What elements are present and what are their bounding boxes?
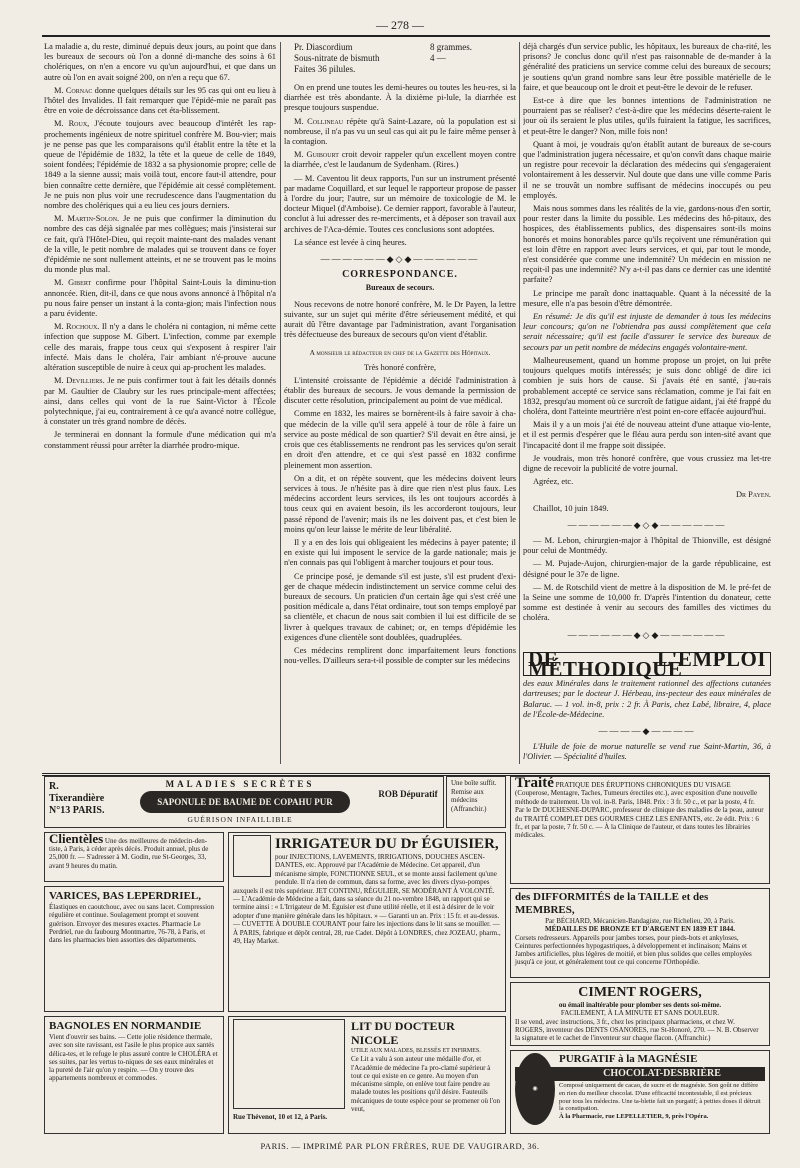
lit-text: Ce Lit a valu à son auteur une médaille d'or, et l'Académie de médecine l'a pro-clamé supérieur à tout ce qui existe en ce genre. Au moyen d'un mécanisme simple, on enlève tout faire pendre au malade toutes les positions qu'il désire. Fauteuils mécaniques de toute espèce pour se promener où l'on veut, xyxy=(351,1055,500,1114)
salutation: Très honoré confrère, xyxy=(363,362,437,372)
paragraph: Il y a en des lois qui obligeaient les médecins à payer patente; il en existe qui lui imposent le service de la garde nationale; mais je n'en connais pas qui l'obligent à marcher toujours et pour tous. xyxy=(284,537,516,568)
paragraph-text: Je ne puis confirmer tout à fait les détails donnés par M. Gaultier de Claubry sur les rues principale-ment affectées; ainsi, dans celles qui vont de la rue Saint-Victor à l'École polytechnique, j'ai eu, contrairement à ce qu'a avancé notre collègue, à constater un très grand nombre de décès. xyxy=(44,376,276,427)
irrigateur-title: IRRIGATEUR DU Dr ÉGUISIER, xyxy=(275,836,499,852)
paragraph xyxy=(44,119,276,211)
lit-title: LIT DU DOCTEUR NICOLE xyxy=(351,1019,455,1047)
book-ad-title: DE L'EMPLOI MÉTHODIQUE xyxy=(523,652,771,676)
prescription xyxy=(294,42,516,75)
ciment-subtitle: ou émail inaltérable pour plomber ses dents soi-même. xyxy=(558,1001,722,1009)
paragraph xyxy=(284,150,516,170)
closing: Agréez, etc. xyxy=(533,477,574,487)
traite-ad xyxy=(510,776,770,884)
difformites-title: des DIFFORMITÉS de la TAILLE et des MEMBRES, xyxy=(515,891,709,916)
bed-illustration xyxy=(233,1019,345,1109)
paragraph: Comme en 1832, les maires se bornèrent-ils à faire savoir à cha-que médecin de la ville qu'il sera appelé à tour de rôle à faire un service au poste médical de son quartier? S'il devait en être ainsi, je crois que ces établissements ne rendront pas les services qu'on serait en droit d'en attendre, et ce qui s'est passé en 1832 confirme pleinement mon assertion. xyxy=(284,409,516,470)
boite-ad: Une boîte suffit. Remise aux médecins (Affranchir.) xyxy=(446,776,506,828)
paragraph: La maladie a, du reste, diminué depuis deux jours, au point que dans les bureaux de secours où l'on a donné di-manche des soins à 61 cholériques, on n'en a encore vu qu'un aujourd'hui, et que dans un autre où l'on en avait soigné 200, on n'en a reçu que 67. xyxy=(44,42,276,82)
difformites-medals: MÉDAILLES DE BRONZE ET D'ARGENT EN 1839 ET 1844. xyxy=(544,925,735,934)
paragraph-text: donne quelques détails sur les 95 cas qui ont eu lieu à l'hôtel des Invalides. Il fait remarquer que l'épidé-mie ne paraît pas être en voie de décroissance dans cet éta-blissement. xyxy=(44,85,276,116)
purgatif-ad xyxy=(510,1050,770,1134)
paragraph: Le principe me paraît donc inattaquable. Quant à la nécessité de la mesure, elle n'a pas besoin d'être démontrée. xyxy=(523,288,771,308)
ciment-title: CIMENT ROGERS, xyxy=(578,985,702,1000)
drug-name: Pr. Diascordium xyxy=(294,42,353,52)
purgatif-text: Composé uniquement de cacao, de sucre et de magnésie. Son goût ne diffère en rien du meilleur chocolat. D'une efficacité incontestable, il est précieux pour tous les médecins. Une ta-blette fait un purgatif; à petites doses il détruit la constipation. xyxy=(559,1082,761,1113)
ornament-divider: ————◆———— xyxy=(598,725,696,736)
paragraph: Je voudrais, mon très honoré confrère, que vous crussiez ma let-tre digne de recevoir la publicité de votre journal. xyxy=(523,453,771,473)
drug-name: Sous-nitrate de bismuth xyxy=(294,53,380,63)
paragraph: Malheureusement, quand un homme propose un projet, on lui prête toujours quelques motifs intéressés; je suis donc obligé de dire ici combien je suis hors de cause. Si j'avais été en santé, j'au-rais probablement accepté ce service sans réclamation, comme je l'ai fait en 1832, presqu'au moment où ce surcroît de fatigue aidant, j'ai été frappé du choléra, dont l'atteinte meurtrière n'est point en-core effacée aujourd'hui. xyxy=(523,355,771,416)
bagnoles-title: BAGNOLES EN NORMANDIE xyxy=(49,1020,202,1032)
paragraph: On en prend une toutes les demi-heures ou toutes les heu-res, si la diarrhée est très abondante. À la dixième pi-lule, la diarrhée est presque toujours suspendue. xyxy=(284,83,516,113)
book-ad-text: des eaux Minérales dans le traitement rationnel des affections cutanées dartreuses; par le docteur J. Hérbeau, ins-pecteur des eaux minérales de Balaruc. — 1 vol. in-8, prix : 2 fr. À Paris, chez Labé, libraire, 4, place de l'École-de-Médecine. xyxy=(523,679,771,719)
ornament-divider: ——————◆◇◆—————— xyxy=(320,254,480,265)
paragraph: Mais nous sommes dans les réalités de la vie, gardons-nous d'en sortir, pour rester dans la limite du possible. Les médecins des hô-pitaux, des hospices, des établissements publics, des dispensaires sont-ils moins honorés et moins honorables parce qu'ils reçoivent une rémunération qui est loin d'être en rapport avec leurs services, et qui, par tout le monde, n'est considérée que comme une indemnité? Un médecin en mission ne reçoit-il pas une indemnité? N'y a-t-il pas dans ce dernier cas une identité parfaite? xyxy=(523,204,771,285)
oil-ad: L'Huile de foie de morue naturelle se vend rue Saint-Martin, 36, à l'Olivier. — Spécialité d'huiles. xyxy=(523,742,771,762)
clientele-ad xyxy=(44,832,224,882)
drug-qty: 4 — xyxy=(430,53,446,63)
paragraph-text: croit devoir rappeler qu'un excellent moyen contre la diarrhée, c'est le laudanum de Sydenham. (Rires.) xyxy=(284,150,516,170)
varices-title: VARICES, BAS LEPERDRIEL, xyxy=(49,890,202,902)
purgatif-chocolat: CHOCOLAT-DESBRIÈRE xyxy=(515,1067,765,1081)
banner-seal: SAPONULE DE BAUME DE COPAHU PUR xyxy=(140,791,350,813)
varices-text: Élastiques en caoutchouc, avec ou sans lacet. Compression régulière et continue. Soulagement prompt et souvent guérison. Envoyer des mesures exactes. Pharmacie Le Perdriel, rue du faubourg Montmartre, 76-78, à Paris, et dans les pharmacies bien assorties des départements. xyxy=(49,903,215,945)
ciment-ad xyxy=(510,982,770,1046)
column-divider xyxy=(280,42,281,764)
paragraph: On a dit, et on répète souvent, que les médecins doivent leurs services à tous. Je n'hésite pas à dire que rien n'est plus faux. Les médecins accordent leurs services, ils les ont toujours accordés à tous ceux qui en avaient besoin, ils les accorderont toujours, leur passé répond de l'avenir; mais ils ne les doivent pas, et c'est bien le moins qu'on leur laisse le mérite de leur libéralité. xyxy=(284,473,516,534)
lit-subtitle: UTILE AUX MALADES, BLESSÉS ET INFIRMES. xyxy=(351,1048,481,1054)
traite-title: Traité xyxy=(515,776,554,791)
ciment-subline: FACILEMENT, À LA MINUTE ET SANS DOULEUR. xyxy=(560,1009,720,1018)
clientele-title: Clientèles xyxy=(49,832,104,846)
paragraph xyxy=(44,86,276,117)
bagnoles-ad xyxy=(44,1016,224,1134)
irrigateur-text: pour INJECTIONS, LAVEMENTS, IRRIGATIONS, DOUCHES ASCEN-DANTES, etc. Approuvé par l'Académie de Médecine. Cet appareil, d'un mécanisme simple, FONCTIONNE SEUL, et se monte aussi facilement qu'une pendule. Il n'a rien de commun, dans sa forme, avec les divers clyso-pompes auxquels il est très supérieur. JET CONTINU, RÉGULIER, SE MODÉRANT À VOLONTÉ. — L'Académie de Médecine a fait, dans sa séance du 21 no-vembre 1848, un rapport qui se termine ainsi : « L'Irrigateur de M. Éguisier est d'une utilité réelle, et il est à désirer de le voir adopter d'une manière générale dans les hôpitaux. » — Garanti un an. Prix : 15 fr. et au-dessus. — CUVETTE À DOUBLE COURANT pour faire les injections dans le lit sans se mouiller. — À PARIS, fabrique et dépôt central, 28, rue Cadet. Dépôt à LONDRES, chez JOZEAU, pharm., 49, Hay Market. xyxy=(233,853,501,946)
banner-guerison: GUÉRISON INFAILLIBLE xyxy=(187,815,293,824)
lit-address: Rue Thévenot, 10 et 12, à Paris. xyxy=(233,1113,328,1122)
paragraph-text: J'écoute toujours avec beaucoup d'intérêt les rap-prochements ingénieux de notre spirituel confrère M. Bou-vier; mais je ne pense pas que les comparaisons qu'il établit entre la tête et la queue de l'épidémie de 1832, la tête et la queue de celle de 1849, soient fondées; l'épidémie de 1832 a sa physionomie propre; celle de 1849 a la sienne aussi; mais voilà tout, encore faut-il attendre, pour bien connaître cette dernière, que l'épidémie ait cessé complètement. Je ne puis non plus voir une recrudescence dans l'augmentation du nombre des cholériques qui a eu lieu ces jours derniers. xyxy=(44,119,276,211)
drug-qty: 8 grammes. xyxy=(430,42,472,52)
difformites-ad xyxy=(510,888,770,978)
speaker-name: M. Devilliers. xyxy=(54,376,105,386)
speaker-name: M. Gibert xyxy=(54,278,92,288)
speaker-name: M. Cornac xyxy=(54,85,93,95)
paragraph xyxy=(44,322,276,373)
paragraph: L'intensité croissante de l'épidémie a décidé l'administration à établir des bureaux de secours. Je vous demande la permission de discuter cette résolution, principalement au point de vue médical. xyxy=(284,375,516,406)
varices-ad xyxy=(44,886,224,1012)
speaker-name: M. Rochoux. xyxy=(54,322,100,332)
paragraph: Mais il y a un mois j'ai été de nouveau atteint d'une attaque vio-lente, et il est permis d'espérer que le fléau aura perdu son inten-sité avant que l'incapacité dont il me frappe soit dissipée. xyxy=(523,420,771,450)
prescription-line xyxy=(294,53,516,64)
ciment-text: Il se vend, avec instructions, 3 fr., chez les principaux pharmaciens, et chez W. ROGERS, inventeur des DENTS OSANORES, rue St-Honoré, 270. — N. B. Observer la signature et le cachet de l'inventeur sur chaque flacon. (Affranchir.) xyxy=(515,1017,759,1043)
paragraph-text: confirme pour l'hôpital Saint-Louis la diminu-tion annoncée. Rien, dit-il, dans ce que nous avons annoncé à l'hôpital n'a pu nous faire penser un instant à la conta-gion; mais l'infection nous a paru évidente. xyxy=(44,278,276,319)
traite-text: PRATIQUE DES ÉRUPTIONS CHRONIQUES DU VISAGE (Couperose, Mentagre, Taches, Tumeurs érectiles etc.), avec exposition d'une nouvelle méthode de traitement. Un vol. in-8. Paris, 1848. Prix : 3 fr. 50 c., et par la poste, 4 fr. Par le Dr DUCHESNE-DUPARC, professeur de clinique des maladies de la peau, auteur du TRAITÉ COMPLET DES GOURMES CHEZ LES ENFANTS, etc. 2e édit. Prix : 6 fr., et par la poste, 7 fr. 50 c. — À la Clinique de l'auteur, et dans toutes les librairies médicales. xyxy=(515,781,764,840)
paragraph: Quant à moi, je voudrais qu'on établît autant de bureaux de se-cours que l'administration jugera nécessaire, et qu'on convît dans chaque mairie un registre pour recevoir la déclaration des médecins qui s'engageraient volontairement à les desservir. Nul doute que dans une ville comme Paris il ne se trouvât un nombre suffisant de médecins inoccupés ou peu employés. xyxy=(523,139,771,200)
paragraph: Ce principe posé, je demande s'il est juste, s'il est prudent d'exi-ger de chaque médecin indistinctement un service comme celui des bureaux de secours. Un praticien d'un certain âge qui s'est créé une position médicale a, dans l'état ordinaire, tout son temps employé par sa clientèle, et chacun de nous sait combien il lui est difficile de se livrer à quelques travaux de cabinet; or, en temps d'épidémie les exigences d'une clientèle sont doublées, quadruplées. xyxy=(284,571,516,642)
copahu-banner xyxy=(44,776,444,828)
banner-arch-text: MALADIES SECRÈTES xyxy=(165,779,315,789)
ornament-divider: ——————◆◇◆—————— xyxy=(567,629,727,640)
page-number: — 278 — xyxy=(376,18,424,32)
paragraph-text: répète qu'à Saint-Lazare, où la population est si nombreuse, il n'a pas vu un seul cas qui ait pu le faire même penser à la contagion. xyxy=(284,116,516,147)
speaker-name: M. Roux, xyxy=(54,119,90,129)
paragraph-text: Il n'y a dans le choléra ni contagion, ni même cette infection que suppose M. Gibert. L'infection, comme par exemple celle des marais, frappe tous ceux qui s'exposent à respirer l'air infecté. Mais dans le choléra, l'air ambiant n'é-prouve aucune altération susceptible de nuire à ceux qui ap-prochent les malades. xyxy=(44,322,276,373)
speaker-name: M. Guibourt xyxy=(294,150,339,160)
news-item: — M. Pujade-Aujon, chirurgien-major de la garde républicaine, est désigné pour le 37e de ligne. xyxy=(523,559,771,579)
column-1 xyxy=(44,42,276,766)
paragraph xyxy=(44,278,276,319)
section-subheading: Bureaux de secours. xyxy=(365,283,435,293)
purgatif-seal: ◉ xyxy=(515,1053,555,1125)
prescription-note: Faites 36 pilules. xyxy=(294,64,356,74)
section-heading: CORRESPONDANCE. xyxy=(342,269,458,281)
difformites-author: Par BÉCHARD, Mécanicien-Bandagiste, rue Richelieu, 20, à Paris. xyxy=(545,917,735,925)
purgatif-address: À la Pharmacie, rue LEPELLETIER, 9, près l'Opéra. xyxy=(559,1113,709,1121)
difformites-text: Corsets redresseurs. Appareils pour jambes torses, pour pieds-bots et ankyloses, Ceintures perfectionnées hypogastriques, à développement et inclinaison; Mains et Jambes artificielles, plus légères de moitié, et bien plus solides que celles employées jusqu'à ce jour, et généralement tout ce qui concerne l'Orthopédie. xyxy=(515,933,752,967)
column-divider xyxy=(519,42,520,764)
place-date: Chaillot, 10 juin 1849. xyxy=(533,503,609,513)
paragraph: Ces médecins remplirent donc imparfaitement leurs fonctions nou-velles. D'ailleurs sera-t-il possible de compter sur les médecins xyxy=(284,645,516,666)
news-item: — M. Lebon, chirurgien-major à l'hôpital de Thionville, est désigné pour celui de Montmédy. xyxy=(523,535,771,556)
paragraph: — M. Caventou lit deux rapports, l'un sur un instrument présenté par madame Coquillard, et sur lequel le rapporteur propose de passer à l'ordre du jour; l'autre, sur un mémoire de toxicologie de M. le docteur Miquel (d'Amboise). Ce dernier rapport, favorable à l'auteur, conclut à lui adresser des re-merciments, et à déposer son travail aux archives de l'Aca-démie. Toutes ces conclusions sont adoptées. xyxy=(284,173,516,234)
prescription-line xyxy=(294,42,516,53)
paragraph: Je terminerai en donnant la formule d'une médication qui m'a constamment réussi pour arrêter la diarrhée prodro-mique. xyxy=(44,430,276,450)
ornament-divider: ——————◆◇◆—————— xyxy=(567,519,727,530)
paragraph: déjà chargés d'un service public, les hôpitaux, les bureaux de cha-rité, les prisons? Je conclus donc qu'il n'est pas raisonnable de de-mander à la généralité des praticiens un service comme celui des bureaux de secours; je soutiens qu'un grand nombre sans leur être possible matérielle de le faire, et que beaucoup ont le droit et peut-être le devoir de le refuser. xyxy=(523,42,771,92)
irrigateur-illustration xyxy=(233,835,271,877)
banner-rob: ROB Dépuratif xyxy=(378,789,438,799)
paragraph xyxy=(284,117,516,148)
paragraph xyxy=(44,214,276,275)
paragraph-text: Je ne puis que confirmer la diminution du nombre des cas déjà signalée par mes collègues; mais j'insisterai sur ce fait, qu'à l'Hôtel-Dieu, qui reçoit mainte-nant des malades venant de la ville, le petit nombre de malades qui se trouvent dans ce foyer d'épidémie ne sont nullement atteints, et ne se trouvent pas le moins du monde plus mal. xyxy=(44,214,276,275)
paragraph: En résumé: Je dis qu'il est injuste de demander à tous les médecins leur concours; qu'on ne l'obtiendra pas aussi complètement que cela serait nécessaire; qu'il est facile d'assurer le service des bureaux de secours par un petit nombre de médecins engagés volontaire-ment. xyxy=(523,312,771,352)
column-3 xyxy=(523,42,771,766)
bagnoles-text: Vient d'ouvrir ses bains. — Cette jolie résidence thermale, avec son site ravissant, est l'asile le plus propice aux santés délica-tes, et le refuge le plus assuré contre le CHOLÉRA et ses suites, par les vertus to-niques de ses eaux minérales et la pureté de l'air qu'on y respire. — On y trouve des appartements nombreux et commodes. xyxy=(49,1033,218,1083)
news-item: — M. de Rotschild vient de mettre à la disposition de M. le pré-fet de la Seine une somme de 10,000 fr. D'après l'intention du donateur, cette somme est destinée à venir au secours des familles des victimes du choléra. xyxy=(523,582,771,623)
signature: Dr Payen. xyxy=(735,490,771,500)
printer-footer: PARIS. — IMPRIMÉ PAR PLON FRÈRES, RUE DE VAUGIRARD, 36. xyxy=(260,1141,540,1151)
clientele-text: Une des meilleures de médecin-den-tiste, à Paris, à céder après décès. Produit annuel, plus de 25,000 fr. — S'adresser à M. Godin, rue St-Georges, 33, avant 9 heures du matin. xyxy=(49,837,209,870)
paragraph: Nous recevons de notre honoré confrère, M. le Dr Payen, la lettre suivante, sur un sujet qui mérite d'être sérieusement médité, et qui aurait dû l'être davantage par l'administration, avant l'organisation très défectueuse des bureaux de secours qu'on vient d'établir. xyxy=(284,299,516,340)
paragraph: Est-ce à dire que les bonnes intentions de l'administration ne pourraient pas se réaliser? c'est-à-dire que les médecins déserte-raient le jour où ils seraient le plus utiles, qu'ils fuiraient la fatigue, les sacrifices, et peut-être le danger? Non, mille fois non! xyxy=(523,96,771,136)
speaker-name: M. Collineau xyxy=(294,116,344,126)
banner-left-text: R. Tixerandière N°13 PARIS. xyxy=(49,781,105,816)
paragraph: La séance est levée à cinq heures. xyxy=(294,237,407,247)
letter-heading: A monsieur le rédacteur en chef de la Gazette des Hôpitaux. xyxy=(309,348,491,358)
purgatif-title: PURGATIF à la MAGNÉSIE xyxy=(559,1053,698,1065)
column-2 xyxy=(284,42,516,766)
irrigateur-ad xyxy=(228,832,506,1012)
top-rule xyxy=(42,35,770,37)
paragraph xyxy=(44,376,276,427)
lit-nicole-ad xyxy=(228,1016,506,1134)
speaker-name: M. Martin-Solon. xyxy=(54,214,120,224)
